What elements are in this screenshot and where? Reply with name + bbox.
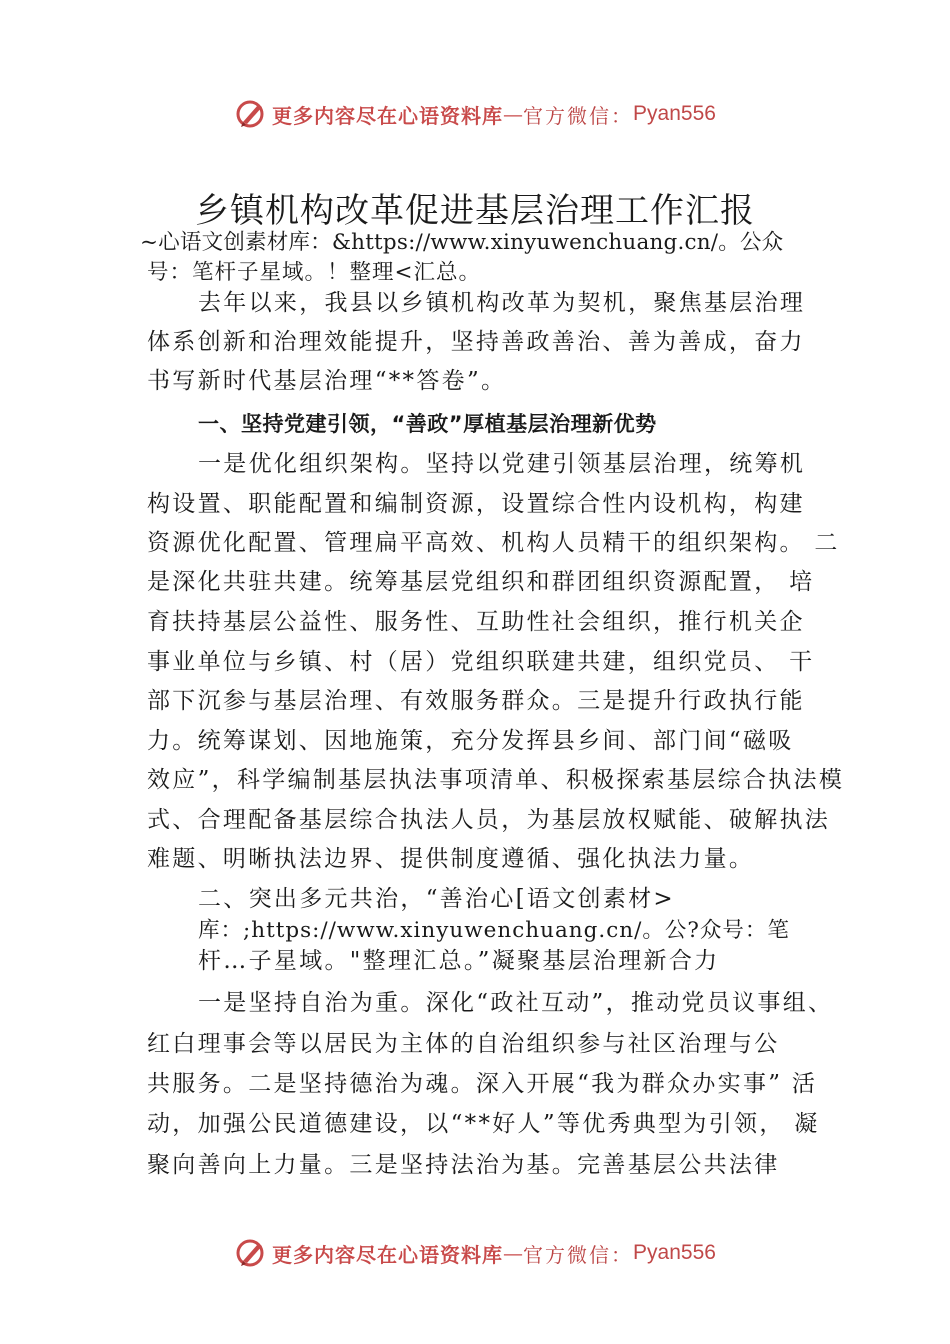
paragraph-line: 力。统筹谋划、因地施策，充分发挥县乡间、部门间“磁吸 — [147, 728, 794, 754]
source-note-line: 号：笔杆子星域。！整理<汇总。 — [147, 260, 482, 285]
paragraph-line: 事业单位与乡镇、村（居）党组织联建共建，组织党员、 干 — [147, 649, 815, 675]
paragraph-line: 效应”，科学编制基层执法事项清单、积极探索基层综合执法模 — [147, 767, 845, 793]
paragraph-line: 构设置、职能配置和编制资源，设置综合性内设机构，构建 — [147, 491, 805, 517]
paragraph-line: 红白理事会等以居民为主体的自治组织参与社区治理与公 — [147, 1031, 780, 1057]
section-heading-line: 二、突出多元共治，“善治心[语文创素材> — [198, 886, 676, 912]
paragraph-line: 一是优化组织架构。坚持以党建引领基层治理，统筹机 — [198, 451, 806, 477]
paragraph-line: 资源优化配置、管理扁平高效、机构人员精干的组织架构。 二 — [147, 530, 840, 556]
banner-text: 更多内容尽在心语资料库 — [272, 1242, 504, 1267]
paragraph-line: 部下沉参与基层治理、有效服务群众。三是提升行政执行能 — [147, 688, 805, 714]
paragraph-line: 去年以来，我县以乡镇机构改革为契机，聚焦基层治理 — [198, 290, 806, 316]
source-note-line: ~心语文创素材库：&https://www.xinyuwenchuang.cn/。公众 — [140, 230, 784, 255]
paragraph-line: 书写新时代基层治理“**答卷”。 — [147, 368, 507, 394]
paragraph-line: 难题、明晰执法边界、提供制度遵循、强化执法力量。 — [147, 846, 755, 872]
paragraph-line: 式、合理配备基层综合执法人员，为基层放权赋能、破解执法 — [147, 807, 831, 833]
paragraph-line: 共服务。二是坚持德治为魂。深入开展“我为群众办实事” 活 — [147, 1071, 818, 1097]
banner-wechat-id: Pyan556 — [633, 1241, 716, 1264]
pen-logo-icon — [234, 1236, 268, 1270]
section-heading-line: 库：;https://www.xinyuwenchuang.cn/。公?众号：笔 — [198, 918, 790, 943]
section-heading-line: 杆…子星域。"整理汇总。”凝聚基层治理新合力 — [198, 948, 720, 974]
banner-wechat-label: 官方微信： — [523, 103, 634, 128]
footer-banner — [0, 1233, 950, 1273]
paragraph-line: 是深化共驻共建。统筹基层党组织和群团组织资源配置， 培 — [147, 569, 815, 595]
header-banner — [0, 94, 950, 134]
pen-logo-icon — [234, 97, 268, 131]
banner-wechat-label: 官方微信： — [523, 1242, 634, 1267]
document-title: 乡镇机构改革促进基层治理工作汇报 — [195, 191, 755, 231]
banner-text: 更多内容尽在心语资料库 — [272, 103, 504, 128]
banner-dash: — — [503, 1241, 524, 1265]
banner-dash: — — [503, 102, 524, 126]
paragraph-line: 聚向善向上力量。三是坚持法治为基。完善基层公共法律 — [147, 1152, 780, 1178]
paragraph-line: 动，加强公民道德建设，以“**好人”等优秀典型为引领， 凝 — [147, 1111, 820, 1137]
paragraph-line: 体系创新和治理效能提升，坚持善政善治、善为善成，奋力 — [147, 329, 805, 355]
paragraph-line: 一是坚持自治为重。深化“政社互动”，推动党员议事组、 — [198, 990, 834, 1016]
section-heading: 一、坚持党建引领，“善政”厚植基层治理新优势 — [198, 412, 657, 436]
paragraph-line: 育扶持基层公益性、服务性、互助性社会组织，推行机关企 — [147, 609, 805, 635]
banner-wechat-id: Pyan556 — [633, 102, 716, 125]
